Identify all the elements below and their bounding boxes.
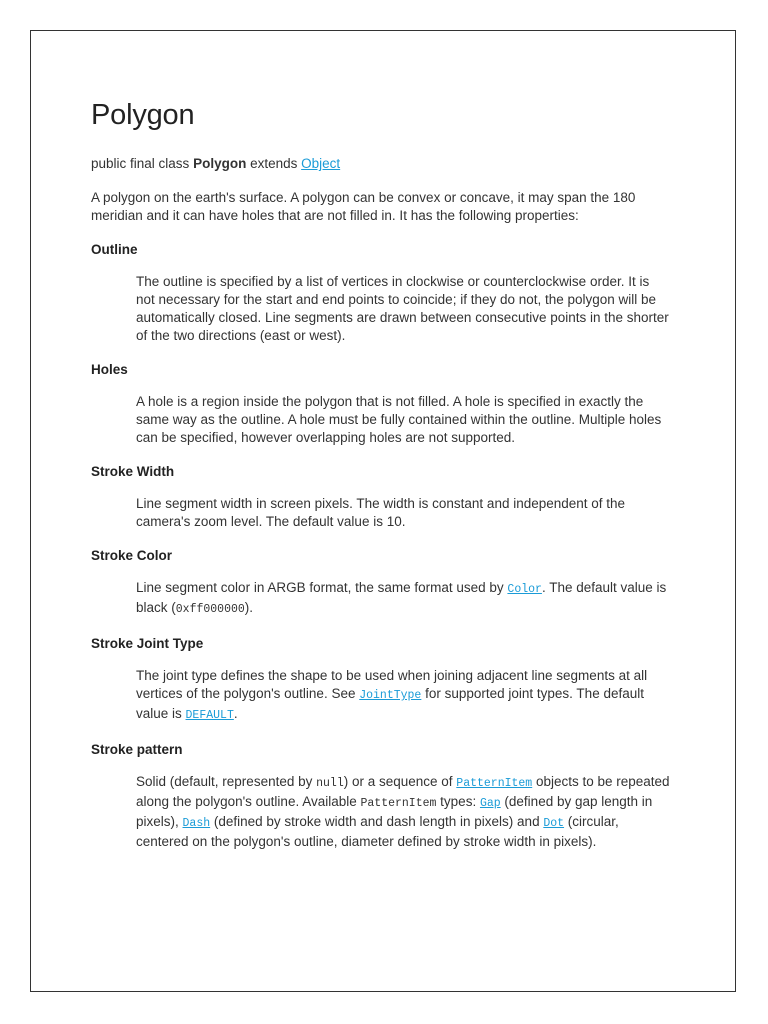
jointtype-link[interactable] bbox=[359, 686, 421, 701]
document-content bbox=[91, 97, 681, 851]
dash-link[interactable] bbox=[183, 814, 211, 829]
dot-link[interactable] bbox=[543, 814, 564, 829]
default-link-code: DEFAULT bbox=[185, 709, 234, 722]
pattern-text-3: objects to be repeated along the polygon's outline. Available bbox=[136, 774, 670, 809]
stroke-pattern-description bbox=[136, 773, 671, 851]
stroke-pattern-heading: Stroke pattern bbox=[91, 742, 183, 757]
joint-text-2: for supported joint types. The default value is bbox=[136, 686, 644, 721]
stroke-color-text-2: . The default value is black ( bbox=[136, 580, 667, 615]
pattern-text-6: (defined by stroke width and dash length in pixels) and bbox=[210, 814, 544, 829]
pattern-text-5: (defined by gap length in pixels), bbox=[136, 794, 653, 829]
joint-text-1: The joint type defines the shape to be used when joining adjacent line segments at all vertices of the polygon's outline. See bbox=[136, 668, 648, 701]
stroke-joint-type-heading: Stroke Joint Type bbox=[91, 636, 204, 651]
null-code: null bbox=[316, 777, 344, 790]
patternitem-link-code: PatternItem bbox=[456, 777, 533, 790]
class-signature bbox=[91, 155, 681, 173]
signature-class-name: Polygon bbox=[193, 156, 247, 171]
pattern-text-7: (circular, centered on the polygon's outline, diameter defined by stroke width in pixels). bbox=[136, 814, 619, 849]
gap-link[interactable] bbox=[480, 794, 501, 809]
stroke-color-heading: Stroke Color bbox=[91, 548, 173, 563]
color-link[interactable] bbox=[507, 580, 542, 595]
holes-description: A hole is a region inside the polygon that is not filled. A hole is specified in exactly the same way as the outline. A hole must be fully contained within the outline. Multiple holes can be specified, however overlapping holes are not supported. bbox=[136, 394, 662, 445]
color-link-code: Color bbox=[507, 583, 542, 596]
black-value-code: 0xff000000 bbox=[175, 603, 245, 616]
stroke-width-heading: Stroke Width bbox=[91, 464, 175, 479]
stroke-width-description: Line segment width in screen pixels. The width is constant and independent of the camera's zoom level. The default value is 10. bbox=[136, 496, 626, 529]
stroke-joint-type-description bbox=[136, 667, 671, 725]
dot-link-code: Dot bbox=[543, 817, 565, 830]
joint-text-3: . bbox=[233, 706, 238, 721]
intro-paragraph: A polygon on the earth's surface. A polygon can be convex or concave, it may span the 180 meridian and it can have holes that are not filled in. It has the following properties: bbox=[91, 190, 636, 223]
stroke-color-text-1: Line segment color in ARGB format, the same format used by bbox=[136, 580, 508, 595]
outline-description: The outline is specified by a list of vertices in clockwise or counterclockwise order. It is not necessary for the start and end points to coincide; if they do not, the polygon will be automatically closed. Line segments are drawn between consecutive points in the shorter of the two directions (east or west). bbox=[136, 274, 669, 343]
page-title: Polygon bbox=[91, 99, 195, 131]
stroke-color-text-3: ). bbox=[244, 600, 254, 615]
object-link[interactable]: Object bbox=[301, 156, 341, 171]
pattern-text-2: ) or a sequence of bbox=[343, 774, 457, 789]
signature-prefix: public final class bbox=[91, 156, 190, 171]
patternitem-link[interactable] bbox=[456, 774, 532, 789]
document-page bbox=[30, 30, 736, 992]
patternitem-code: PatternItem bbox=[360, 797, 437, 810]
outline-heading: Outline bbox=[91, 242, 138, 257]
pattern-text-4: types: bbox=[436, 794, 480, 809]
gap-link-code: Gap bbox=[479, 797, 501, 810]
stroke-color-description bbox=[136, 579, 671, 619]
jointtype-link-code: JointType bbox=[359, 689, 422, 702]
signature-extends: extends bbox=[250, 156, 298, 171]
pattern-text-1: Solid (default, represented by bbox=[136, 774, 317, 789]
default-link[interactable] bbox=[186, 706, 234, 721]
dash-link-code: Dash bbox=[182, 817, 211, 830]
holes-heading: Holes bbox=[91, 362, 128, 377]
